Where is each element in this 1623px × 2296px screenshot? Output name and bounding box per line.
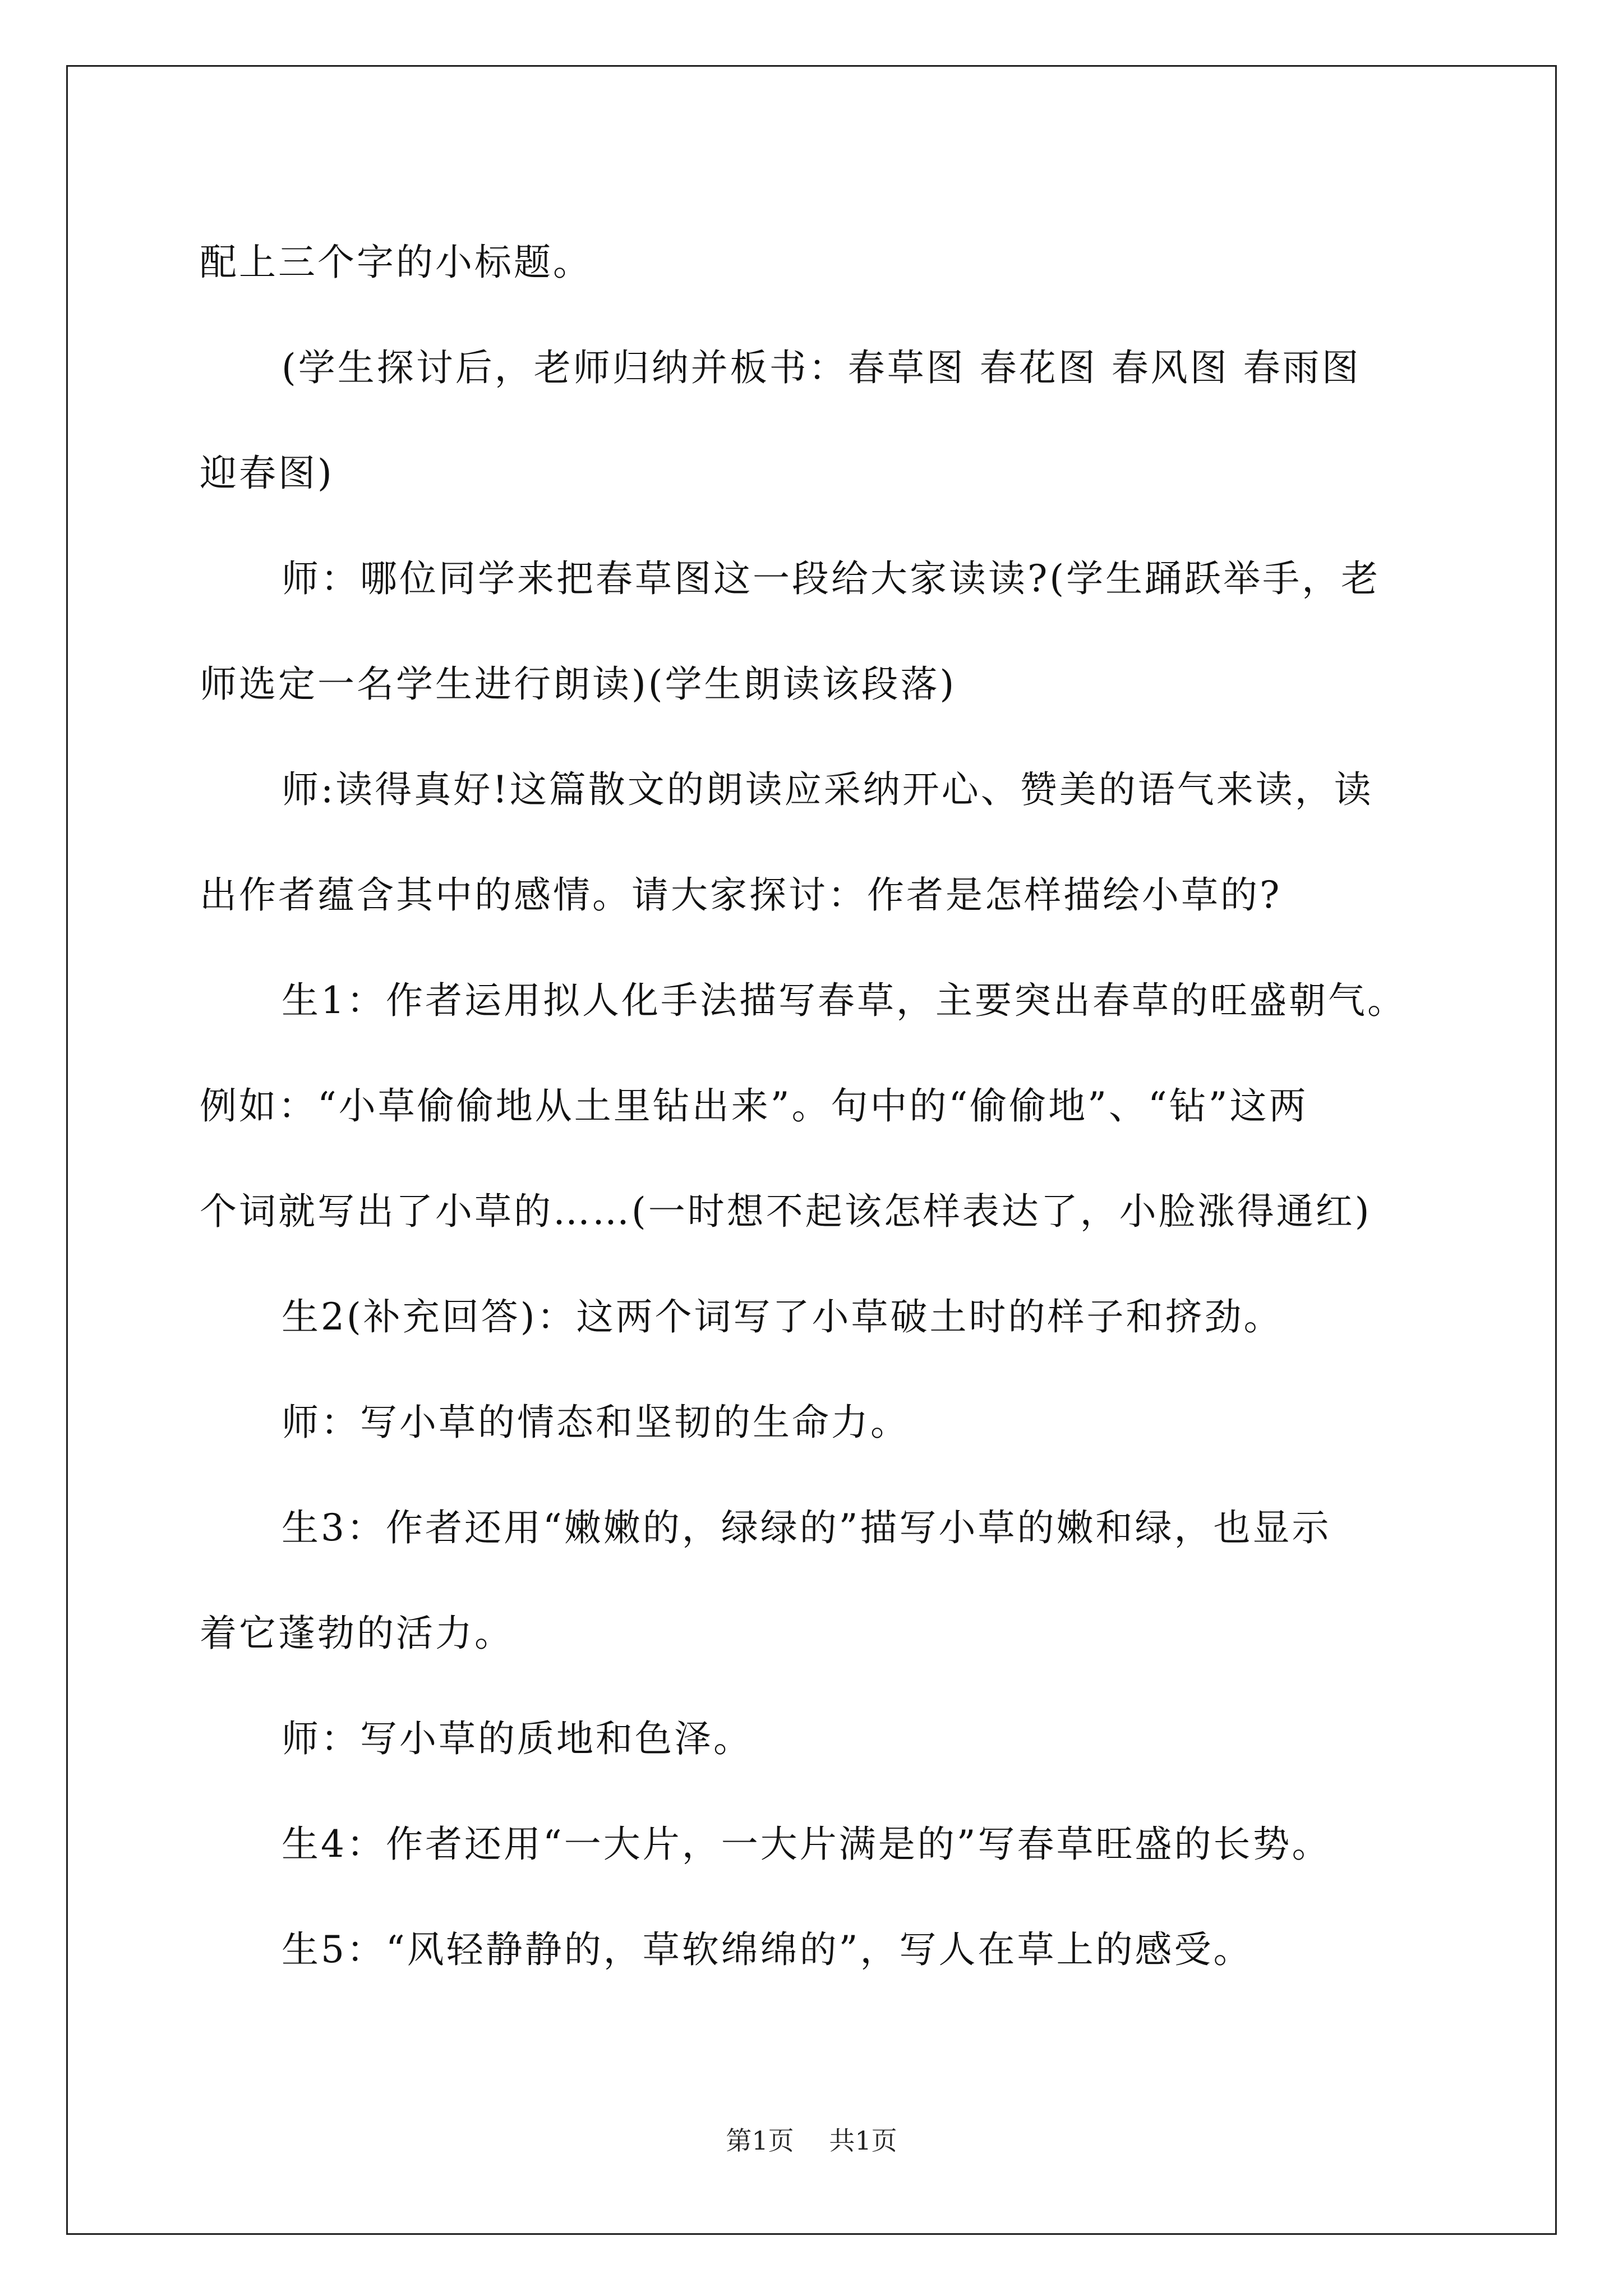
paragraph-line: 师：写小草的质地和色泽。	[282, 1717, 753, 1760]
paragraph-line: 迎春图)	[200, 452, 334, 495]
paragraph-line: 出作者蕴含其中的感情。请大家探讨：作者是怎样描绘小草的?	[200, 873, 1282, 917]
paragraph-line: 生5：“风轻静静的，草软绵绵的”，写人在草上的感受。	[282, 1928, 1253, 1971]
page-footer	[0, 2120, 1623, 2157]
page-total: 共1页	[829, 2125, 897, 2156]
paragraph-line: 生3：作者还用“嫩嫩的，绿绿的”描写小草的嫩和绿，也显示	[282, 1506, 1331, 1549]
paragraph-line: 配上三个字的小标题。	[200, 241, 592, 284]
paragraph-line: 师选定一名学生进行朗读)(学生朗读该段落)	[200, 662, 957, 706]
paragraph-line: 着它蓬勃的活力。	[200, 1612, 514, 1655]
paragraph-line: 个词就写出了小草的……(一时想不起该怎样表达了，小脸涨得通红)	[200, 1190, 1372, 1233]
paragraph-line: 师：写小草的情态和坚韧的生命力。	[282, 1401, 910, 1444]
page-number: 第1页	[726, 2125, 794, 2156]
paragraph-line: 师:读得真好!这篇散文的朗读应采纳开心、赞美的语气来读，读	[282, 768, 1373, 811]
paragraph-line: 生4：作者还用“一大片，一大片满是的”写春草旺盛的长势。	[282, 1823, 1331, 1866]
paragraph-line: 例如：“小草偷偷地从土里钻出来”。句中的“偷偷地”、“钻”这两	[200, 1084, 1308, 1128]
paragraph-line: (学生探讨后，老师归纳并板书：春草图 春花图 春风图 春雨图	[282, 346, 1361, 389]
paragraph-line: 生2(补充回答)：这两个词写了小草破土时的样子和挤劲。	[282, 1295, 1283, 1338]
document-body	[200, 210, 1433, 2003]
paragraph-line: 生1：作者运用拟人化手法描写春草，主要突出春草的旺盛朝气。	[282, 979, 1407, 1022]
paragraph-line: 师：哪位同学来把春草图这一段给大家读读?(学生踊跃举手，老	[282, 557, 1381, 600]
